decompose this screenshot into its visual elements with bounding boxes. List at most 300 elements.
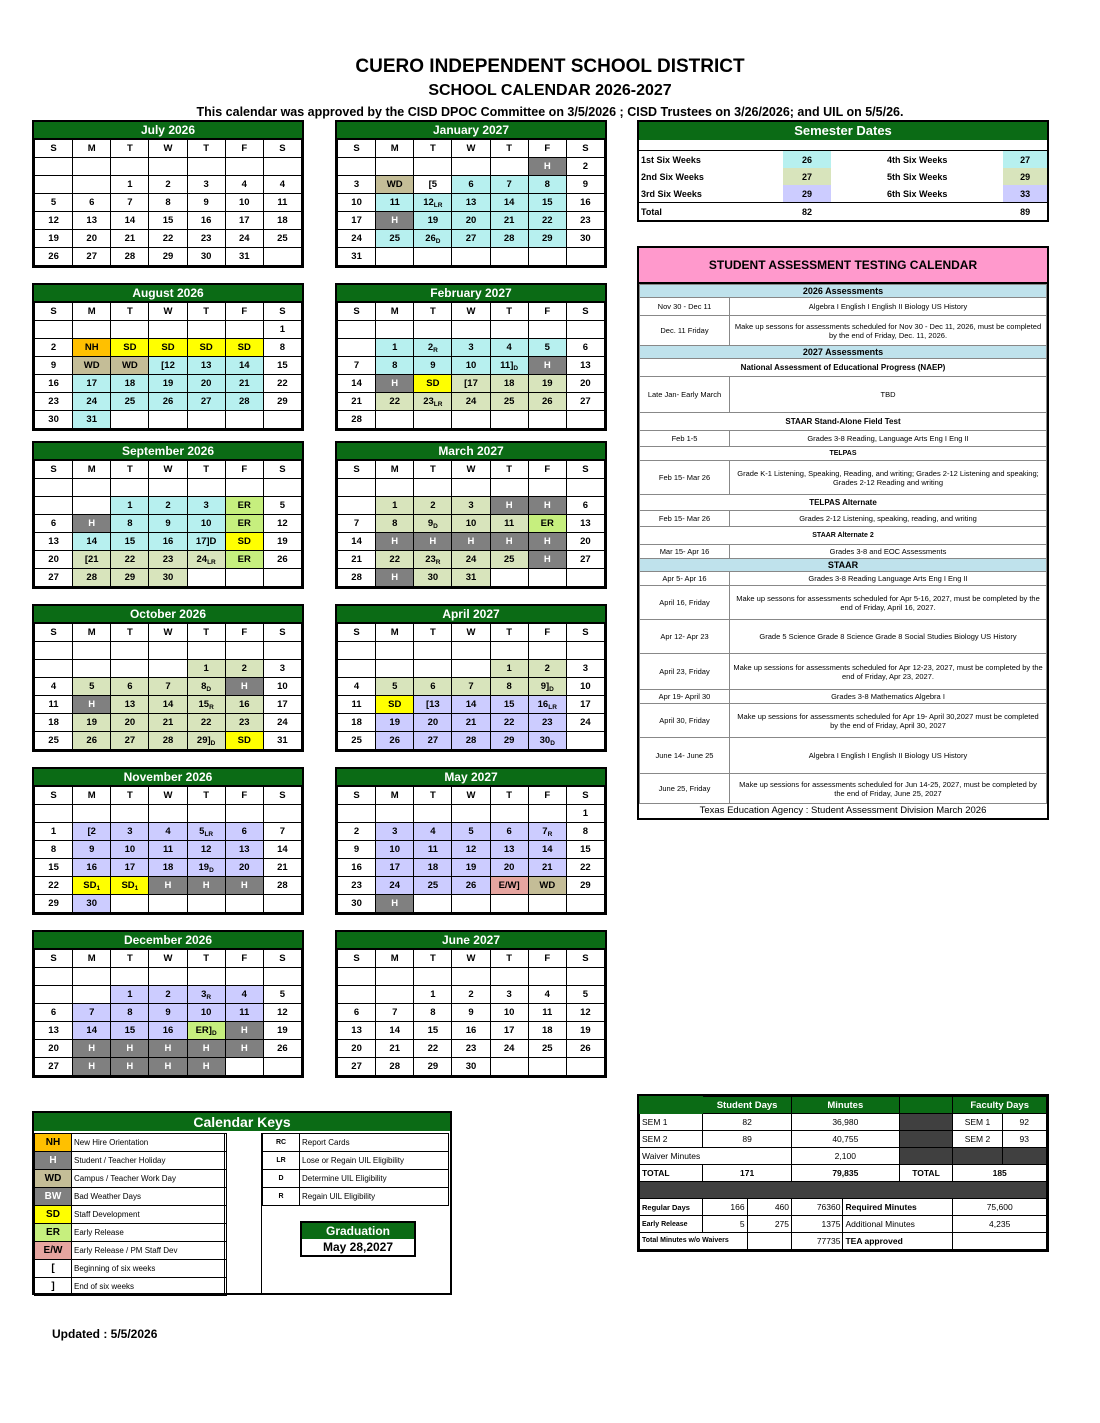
day-label: 9: [165, 1007, 171, 1018]
assessment-desc: Grades 2-12 Listening, speaking, reading, and writing: [730, 511, 1047, 527]
day-cell: [376, 357, 414, 375]
day-cell: [376, 339, 414, 357]
weekday-header: S: [263, 303, 301, 321]
day-cell: [338, 194, 376, 212]
day-cell: [187, 714, 225, 732]
day-subscript: R: [206, 994, 212, 1001]
week-row: [338, 533, 605, 551]
month-calendar: [335, 441, 607, 589]
weekday-header: T: [490, 950, 528, 968]
day-cell: [414, 642, 452, 660]
day-cell: [73, 321, 111, 339]
day-cell: [225, 1022, 263, 1040]
day-label: 6: [241, 826, 247, 837]
day-label: H: [88, 1061, 96, 1072]
week-row: [35, 1022, 302, 1040]
day-cell: [187, 1040, 225, 1058]
day-label: 9: [427, 518, 434, 529]
day-cell: [187, 841, 225, 859]
day-cell: [111, 497, 149, 515]
week-row: [35, 339, 302, 357]
day-cell: [452, 823, 490, 841]
month-calendar: [335, 283, 607, 431]
assessment-date: Dec. 11 Friday: [640, 316, 730, 346]
weekday-header: S: [35, 303, 73, 321]
weekday-header: T: [490, 461, 528, 479]
day-label: 24: [503, 1043, 515, 1054]
day-cell: [263, 515, 301, 533]
day-label: 23: [351, 880, 362, 891]
day-cell: [566, 895, 604, 913]
day-cell: [452, 1004, 490, 1022]
day-cell: [376, 248, 414, 266]
day-cell: [225, 569, 263, 587]
calendar-keys-panel: [32, 1111, 452, 1295]
day-cell: [528, 176, 566, 194]
day-label: 26: [465, 880, 477, 891]
day-cell: [187, 479, 225, 497]
day-label: 5: [392, 681, 398, 692]
day-cell: [414, 714, 452, 732]
day-cell: [452, 569, 490, 587]
weekday-header: F: [225, 303, 263, 321]
day-cell: [490, 877, 528, 895]
day-label: 7: [392, 1007, 398, 1018]
day-cell: [263, 805, 301, 823]
day-label: 19: [580, 1025, 591, 1036]
week-row: [338, 515, 605, 533]
day-cell: [263, 714, 301, 732]
day-cell: [376, 877, 414, 895]
day-cell: [490, 986, 528, 1004]
day-label: 8: [127, 518, 133, 529]
week-row: [35, 176, 302, 194]
day-cell: [414, 393, 452, 411]
day-cell: [490, 411, 528, 429]
day-cell: [376, 375, 414, 393]
day-cell: [566, 212, 604, 230]
day-label: 27: [580, 396, 591, 407]
day-cell: [414, 1040, 452, 1058]
day-cell: [149, 569, 187, 587]
weekday-header: T: [414, 787, 452, 805]
day-cell: [263, 551, 301, 569]
day-cell: [263, 1040, 301, 1058]
day-cell: [338, 321, 376, 339]
day-cell: [566, 533, 604, 551]
day-cell: [414, 551, 452, 569]
day-label: 27: [427, 735, 439, 746]
day-label: 1: [392, 342, 398, 353]
day-label: 3: [353, 179, 360, 190]
day-cell: [338, 859, 376, 877]
assessment-title: STUDENT ASSESSMENT TESTING CALENDAR: [639, 248, 1047, 284]
day-label: 29]: [196, 735, 211, 746]
day-cell: [414, 212, 452, 230]
day-label: 16: [200, 215, 212, 226]
weekday-header: T: [187, 950, 225, 968]
day-label: 28: [277, 880, 288, 891]
weekday-header: T: [111, 787, 149, 805]
day-cell: [414, 533, 452, 551]
key-description: Early Release / PM Staff Dev: [71, 1241, 227, 1260]
day-cell: [566, 660, 604, 678]
day-label: H: [126, 1061, 134, 1072]
day-label: 19: [198, 862, 210, 873]
day-label: SD: [121, 880, 135, 891]
day-cell: [490, 194, 528, 212]
day-label: 23: [580, 215, 591, 226]
day-label: 20: [580, 536, 591, 547]
weekday-header: T: [111, 624, 149, 642]
day-cell: [566, 158, 604, 176]
day-cell: [111, 1022, 149, 1040]
early-release-a: 5: [703, 1216, 747, 1233]
weekday-header: T: [187, 303, 225, 321]
day-cell: [73, 805, 111, 823]
day-label: 28: [503, 233, 515, 244]
week-row: [35, 375, 302, 393]
week-row: [338, 551, 605, 569]
key-row: [34, 1169, 446, 1187]
day-cell: [528, 533, 566, 551]
day-label: 17: [86, 378, 97, 389]
day-cell: [338, 212, 376, 230]
day-label: 8: [127, 1007, 133, 1018]
day-label: 30: [48, 414, 59, 425]
day-label: H: [88, 1043, 96, 1054]
weekday-header: F: [528, 140, 566, 158]
graduation-box: [300, 1221, 416, 1257]
day-label: SD: [237, 735, 251, 746]
day-cell: [376, 515, 414, 533]
day-cell: [566, 339, 604, 357]
key-description: Campus / Teacher Work Day: [71, 1169, 227, 1188]
day-label: 7: [353, 360, 360, 371]
day-cell: [111, 841, 149, 859]
day-label: 20: [200, 378, 212, 389]
day-label: 2: [353, 826, 360, 837]
day-label: 31: [351, 251, 362, 262]
key-row: [34, 1277, 234, 1295]
day-cell: [414, 895, 452, 913]
day-cell: [149, 551, 187, 569]
day-cell: [111, 515, 149, 533]
day-cell: [111, 551, 149, 569]
day-cell: [490, 158, 528, 176]
day-cell: [490, 1058, 528, 1076]
day-label: 11]: [500, 360, 514, 371]
day-cell: [528, 660, 566, 678]
day-cell: [35, 357, 73, 375]
day-label: [17: [464, 378, 478, 389]
weekday-header: F: [225, 787, 263, 805]
day-cell: [111, 533, 149, 551]
key-row: [34, 1205, 234, 1223]
day-cell: [187, 321, 225, 339]
key-code: BW: [34, 1187, 72, 1206]
day-cell: [452, 841, 490, 859]
day-cell: [528, 479, 566, 497]
day-cell: [149, 678, 187, 696]
week-row: [338, 678, 605, 696]
day-cell: [528, 411, 566, 429]
day-label: 18: [124, 378, 136, 389]
faculty-sem2-value: 93: [1002, 1131, 1047, 1148]
day-cell: [35, 986, 73, 1004]
day-label: 1: [279, 324, 286, 335]
weekday-header: W: [452, 303, 490, 321]
assessment-date: April 23, Friday: [640, 654, 730, 690]
day-cell: [35, 551, 73, 569]
day-cell: [490, 497, 528, 515]
day-label: 2: [430, 500, 436, 511]
day-cell: [73, 248, 111, 266]
day-cell: [35, 411, 73, 429]
day-cell: [566, 877, 604, 895]
weekday-header: S: [338, 461, 376, 479]
regular-days-a: 166: [703, 1199, 747, 1216]
tea-approved-label: TEA approved: [843, 1233, 953, 1250]
day-cell: [490, 515, 528, 533]
assessment-date: Apr 19- April 30: [640, 690, 730, 704]
day-cell: [149, 375, 187, 393]
day-cell: [338, 660, 376, 678]
week-row: [338, 1040, 605, 1058]
day-cell: [490, 357, 528, 375]
day-cell: [35, 176, 73, 194]
day-cell: [111, 877, 149, 895]
day-label: H: [202, 880, 210, 891]
day-cell: [338, 176, 376, 194]
day-label: 14: [124, 215, 136, 226]
weekday-header: S: [263, 787, 301, 805]
day-label: 25: [503, 396, 515, 407]
day-cell: [452, 321, 490, 339]
weekday-header: M: [73, 461, 111, 479]
key-description: Lose or Regain UIL Eligibility: [299, 1151, 449, 1170]
day-label: 18: [541, 1025, 553, 1036]
day-subscript: D: [206, 686, 212, 693]
day-cell: [187, 339, 225, 357]
day-cell: [490, 714, 528, 732]
day-cell: [452, 1040, 490, 1058]
week-row: [35, 551, 302, 569]
day-label: H: [164, 1061, 172, 1072]
day-subscript: D: [513, 365, 519, 372]
month-calendar: [335, 604, 607, 752]
day-label: SD: [83, 880, 97, 891]
day-cell: [566, 230, 604, 248]
day-cell: [566, 569, 604, 587]
day-cell: [149, 895, 187, 913]
page-subtitle: SCHOOL CALENDAR 2026-2027: [428, 82, 672, 99]
week-row: [35, 230, 302, 248]
day-cell: [490, 841, 528, 859]
day-label: 6: [582, 500, 589, 511]
day-cell: [149, 230, 187, 248]
month-calendar: [32, 767, 304, 915]
weekday-header: S: [338, 303, 376, 321]
month-calendar: [32, 283, 304, 431]
day-cell: [528, 515, 566, 533]
week-row: [35, 248, 302, 266]
day-cell: [490, 1040, 528, 1058]
day-label: 9]: [540, 681, 550, 692]
day-cell: [225, 1040, 263, 1058]
day-cell: [376, 158, 414, 176]
day-cell: [111, 968, 149, 986]
day-cell: [414, 1022, 452, 1040]
day-cell: [338, 515, 376, 533]
day-label: 25: [124, 396, 136, 407]
day-cell: [149, 696, 187, 714]
day-label: 7: [353, 518, 360, 529]
weekday-header: T: [414, 140, 452, 158]
day-cell: [111, 895, 149, 913]
weekday-header: S: [566, 303, 604, 321]
assessment-heading: STAAR: [640, 559, 1047, 572]
day-cell: [528, 642, 566, 660]
day-cell: [149, 194, 187, 212]
week-row: [35, 194, 302, 212]
day-label: 21: [124, 233, 136, 244]
weekday-header: S: [566, 787, 604, 805]
day-cell: [376, 859, 414, 877]
week-row: [35, 1040, 302, 1058]
week-row: [35, 569, 302, 587]
day-label: 18: [503, 378, 515, 389]
semester-label: 2nd Six Weeks: [641, 171, 704, 182]
day-cell: [149, 1004, 187, 1022]
week-row: [35, 986, 302, 1004]
weekday-header: W: [149, 624, 187, 642]
day-label: 26: [580, 1043, 591, 1054]
day-label: 7: [89, 1007, 95, 1018]
day-cell: [187, 357, 225, 375]
day-cell: [111, 479, 149, 497]
graduation-date: May 28,2027: [322, 1240, 394, 1254]
day-label: 1: [203, 663, 209, 674]
day-label: H: [240, 880, 248, 891]
day-label: 25: [427, 880, 439, 891]
day-label: 5: [199, 826, 205, 837]
day-cell: [338, 696, 376, 714]
weekday-header: F: [225, 461, 263, 479]
day-label: ER: [237, 554, 251, 565]
day-cell: [111, 212, 149, 230]
week-row: [35, 515, 302, 533]
day-label: 29: [503, 735, 515, 746]
day-cell: [376, 805, 414, 823]
day-label: 14: [238, 360, 250, 371]
day-label: 28: [389, 1061, 400, 1072]
day-subscript: 1: [134, 885, 139, 892]
day-label: H: [543, 536, 551, 547]
week-row: [35, 805, 302, 823]
day-cell: [376, 841, 414, 859]
semester-total-label: Total: [641, 206, 662, 217]
day-cell: [73, 533, 111, 551]
key-description: New Hire Orientation: [71, 1133, 227, 1152]
key-code: R: [262, 1187, 300, 1206]
day-cell: [490, 321, 528, 339]
day-label: H: [543, 161, 551, 172]
day-cell: [414, 823, 452, 841]
day-label: 14: [389, 1025, 400, 1036]
day-label: 3: [582, 663, 589, 674]
day-cell: [73, 375, 111, 393]
day-cell: [225, 212, 263, 230]
day-cell: [111, 696, 149, 714]
assessment-date: Nov 30 - Dec 11: [640, 298, 730, 316]
week-row: [338, 411, 605, 429]
day-cell: [73, 859, 111, 877]
day-cell: [187, 968, 225, 986]
day-subscript: D: [550, 740, 555, 747]
day-cell: [73, 968, 111, 986]
weekday-header: T: [187, 624, 225, 642]
day-label: 16: [48, 378, 59, 389]
weekday-header: T: [490, 787, 528, 805]
day-cell: [376, 678, 414, 696]
week-row: [35, 895, 302, 913]
day-label: 12: [423, 197, 434, 208]
day-label: 1: [127, 989, 133, 1000]
day-label: 8: [201, 681, 207, 692]
day-cell: [187, 1058, 225, 1076]
month-title: October 2026: [34, 606, 302, 623]
day-cell: [225, 1058, 263, 1076]
day-label: 26: [48, 251, 59, 262]
day-cell: [263, 497, 301, 515]
day-label: 5: [50, 197, 57, 208]
day-cell: [225, 194, 263, 212]
week-row: [338, 393, 605, 411]
day-label: 21: [541, 862, 553, 873]
day-cell: [187, 230, 225, 248]
day-cell: [73, 212, 111, 230]
day-cell: [376, 1022, 414, 1040]
week-row: [35, 212, 302, 230]
day-cell: [566, 732, 604, 750]
day-label: H: [543, 554, 551, 565]
weekday-header: S: [35, 787, 73, 805]
day-label: H: [543, 360, 551, 371]
day-label: 20: [465, 215, 477, 226]
day-cell: [73, 393, 111, 411]
weekday-header: M: [376, 624, 414, 642]
day-cell: [338, 393, 376, 411]
day-cell: [566, 375, 604, 393]
month-calendar: [335, 120, 607, 268]
day-cell: [187, 375, 225, 393]
day-label: 28: [124, 251, 136, 262]
key-description: Staff Development: [71, 1205, 227, 1224]
day-label: 17: [389, 862, 400, 873]
month-title: March 2027: [337, 443, 605, 460]
day-cell: [225, 497, 263, 515]
week-row: [35, 479, 302, 497]
weekday-header: M: [376, 140, 414, 158]
day-label: 24: [277, 717, 288, 728]
day-subscript: D: [433, 523, 438, 530]
day-cell: [376, 968, 414, 986]
approval-note: This calendar was approved by the CISD DPOC Committee on 3/5/2026 ; CISD Trustees on 3/26/2026; and UIL on 5/5/26.: [196, 105, 904, 119]
day-label: 6: [582, 342, 589, 353]
day-cell: [149, 339, 187, 357]
day-cell: [149, 732, 187, 750]
